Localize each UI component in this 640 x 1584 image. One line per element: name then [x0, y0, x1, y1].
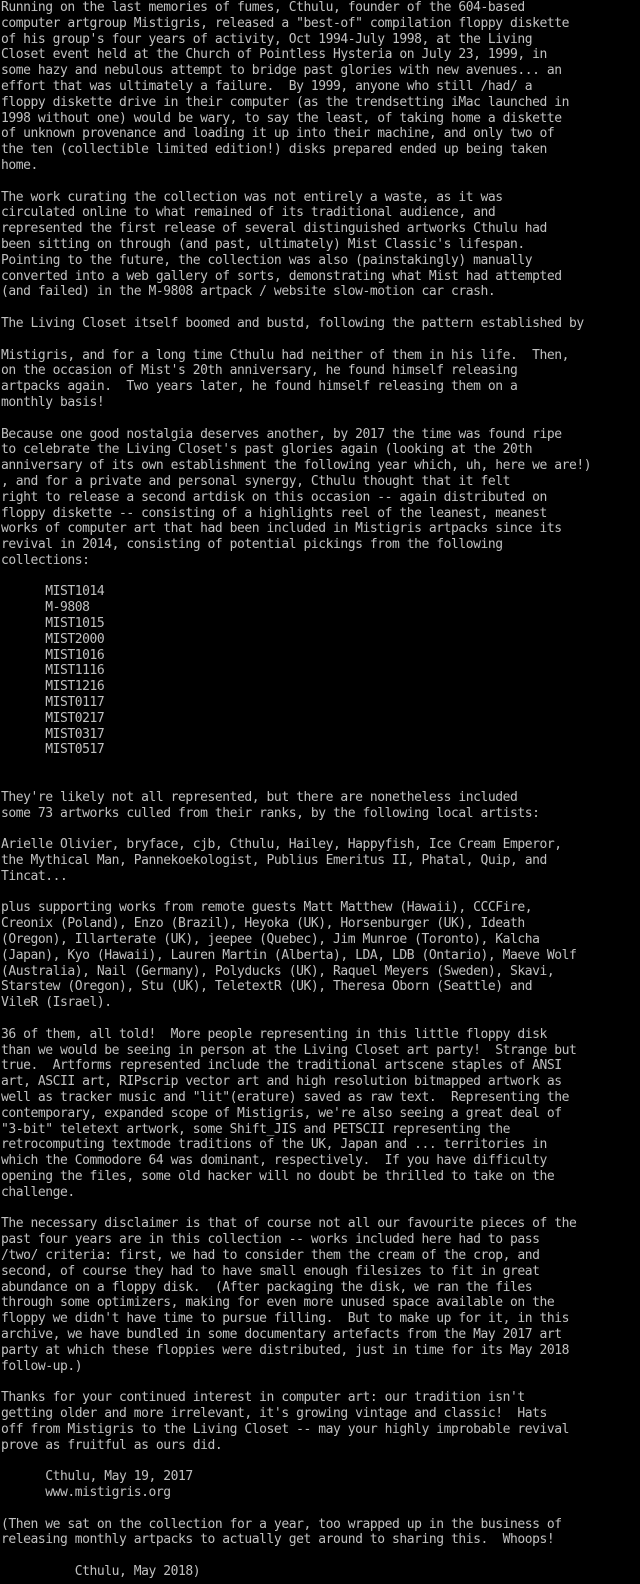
text-line: on the occasion of Mist's 20th anniversary, he found himself releasing — [1, 363, 518, 379]
text-line: MIST1015 — [1, 616, 105, 632]
text-line: through some optimizers, making for even more unused space available on the — [1, 1295, 555, 1311]
text-line: represented the first release of several distinguished artworks Cthulu had — [1, 221, 547, 237]
text-line: some 73 artworks culled from their ranks, by the following local artists: — [1, 805, 540, 821]
text-line: M-9808 — [1, 600, 90, 616]
text-line: (Then we sat on the collection for a year, too wrapped up in the business of — [1, 1516, 562, 1532]
text-line: opening the files, some old hacker will no doubt be thrilled to take on the — [1, 1168, 555, 1184]
text-line: MIST1216 — [1, 679, 105, 695]
blank-line — [1, 1548, 639, 1564]
text-line: than we would be seeing in person at the Living Closet art party! Strange but — [1, 1042, 577, 1058]
text-line: floppy diskette drive in their computer (as the trendsetting iMac launched in — [1, 94, 570, 110]
text-line: Running on the last memories of fumes, Cthulu, founder of the 604-based — [1, 0, 525, 15]
text-line: MIST2000 — [1, 631, 105, 647]
text-line: MIST1014 — [1, 584, 105, 600]
text-line: The Living Closet itself boomed and bustd, following the pattern established by — [1, 315, 584, 331]
text-line: party at which these floppies were distributed, just in time for its May 2018 — [1, 1342, 570, 1358]
text-line: (and failed) in the M-9808 artpack / website slow-motion car crash. — [1, 284, 496, 300]
text-line: abundance on a floppy disk. (After packaging the disk, we ran the files — [1, 1279, 533, 1295]
text-line: Mistigris, and for a long time Cthulu had neither of them in his life. Then, — [1, 347, 570, 363]
text-line: , and for a private and personal synergy, Cthulu thought that it felt — [1, 473, 510, 489]
text-line: home. — [1, 157, 38, 173]
text-line: MIST0117 — [1, 695, 105, 711]
text-line: computer artgroup Mistigris, released a "best-of" compilation floppy diskette — [1, 15, 570, 31]
text-line: art, ASCII art, RIPscrip vector art and high resolution bitmapped artwork as — [1, 1074, 562, 1090]
blank-line — [1, 332, 639, 348]
text-line: archive, we have bundled in some documentary artefacts from the May 2017 art — [1, 1326, 562, 1342]
text-line: of his group's four years of activity, Oct 1994-July 1998, at the Living — [1, 31, 533, 47]
text-line: collections: — [1, 552, 90, 568]
text-line: circulated online to what remained of its traditional audience, and — [1, 205, 496, 221]
text-line: the Mythical Man, Pannekoekologist, Publius Emeritus II, Phatal, Quip, and — [1, 853, 547, 869]
text-line: (Australia), Nail (Germany), Polyducks (UK), Raquel Meyers (Sweden), Skavi, — [1, 963, 555, 979]
text-line: Arielle Olivier, bryface, cjb, Cthulu, Hailey, Happyfish, Ice Cream Emperor, — [1, 837, 562, 853]
text-line: MIST1016 — [1, 647, 105, 663]
text-line: of unknown provenance and loading it up into their machine, and only two of — [1, 126, 555, 142]
text-line: follow-up.) — [1, 1358, 83, 1374]
text-line: 1998 without one) would be wary, to say the least, of taking home a diskette — [1, 110, 562, 126]
blank-line — [1, 774, 639, 790]
text-line: floppy we didn't have time to pursue filling. But to make up for it, in this — [1, 1311, 570, 1327]
text-line: monthly basis! — [1, 394, 105, 410]
blank-line — [1, 1201, 639, 1217]
text-line: second, of course they had to have small enough filesizes to fit in great — [1, 1263, 540, 1279]
text-line: right to release a second artdisk on this occasion -- again distributed on — [1, 489, 547, 505]
blank-line — [1, 758, 639, 774]
text-line: works of computer art that had been included in Mistigris artpacks since its — [1, 521, 562, 537]
text-line: Cthulu, May 2018) — [1, 1563, 201, 1579]
text-line: MIST0317 — [1, 726, 105, 742]
text-line: true. Artforms represented include the traditional artscene staples of ANSI — [1, 1058, 562, 1074]
blank-line — [1, 1453, 639, 1469]
text-line: which the Commodore 64 was dominant, respectively. If you have difficulty — [1, 1153, 547, 1169]
text-line: releasing monthly artpacks to actually get around to sharing this. Whoops! — [1, 1532, 555, 1548]
text-line: (Oregon), Illarterate (UK), jeepee (Quebec), Jim Munroe (Toronto), Kalcha — [1, 932, 540, 948]
text-line: some hazy and nebulous attempt to bridge past glories with new avenues... an — [1, 63, 562, 79]
text-line: Because one good nostalgia deserves another, by 2017 the time was found ripe — [1, 426, 562, 442]
text-line: anniversary of its own establishment the following year which, uh, here we are!) — [1, 458, 592, 474]
text-line: contemporary, expanded scope of Mistigris, we're also seeing a great deal of — [1, 1105, 562, 1121]
text-line: Closet event held at the Church of Pointless Hysteria on July 23, 1999, in — [1, 47, 547, 63]
text-line: been sitting on through (and past, ultimately) Mist Classic's lifespan. — [1, 236, 525, 252]
text-line: floppy diskette -- consisting of a highlights reel of the leanest, meanest — [1, 505, 547, 521]
text-line: MIST0217 — [1, 710, 105, 726]
blank-line — [1, 174, 639, 190]
text-line: 36 of them, all told! More people representing in this little floppy disk — [1, 1026, 547, 1042]
blank-line — [1, 885, 639, 901]
blank-line — [1, 821, 639, 837]
text-line: They're likely not all represented, but there are nonetheless included — [1, 789, 518, 805]
text-line: plus supporting works from remote guests Matt Matthew (Hawaii), CCCFire, — [1, 900, 533, 916]
text-line: off from Mistigris to the Living Closet -- may your highly improbable revival — [1, 1421, 570, 1437]
text-line: MIST1116 — [1, 663, 105, 679]
text-line: well as tracker music and "lit"(erature) saved as raw text. Representing the — [1, 1089, 570, 1105]
text-line: Pointing to the future, the collection was also (painstakingly) manually — [1, 252, 533, 268]
text-line: retrocomputing textmode traditions of the UK, Japan and ... territories in — [1, 1137, 547, 1153]
text-line: www.mistigris.org — [1, 1484, 171, 1500]
text-line: (Japan), Kyo (Hawaii), Lauren Martin (Alberta), LDA, LDB (Ontario), Maeve Wolf — [1, 947, 577, 963]
text-line: effort that was ultimately a failure. By 1999, anyone who still /had/ a — [1, 78, 533, 94]
text-line: prove as fruitful as ours did. — [1, 1437, 223, 1453]
text-line: The necessary disclaimer is that of course not all our favourite pieces of the — [1, 1216, 577, 1232]
text-line: Thanks for your continued interest in computer art: our tradition isn't — [1, 1390, 525, 1406]
text-line: revival in 2014, consisting of potential pickings from the following — [1, 537, 503, 553]
text-line: the ten (collectible limited edition!) disks prepared ended up being taken — [1, 142, 547, 158]
text-line: challenge. — [1, 1184, 75, 1200]
text-line: "3-bit" teletext artwork, some Shift_JIS and PETSCII representing the — [1, 1121, 510, 1137]
text-line: converted into a web gallery of sorts, demonstrating what Mist had attempted — [1, 268, 562, 284]
text-line: VileR (Israel). — [1, 995, 112, 1011]
text-line: Tincat... — [1, 868, 68, 884]
text-line: Starstew (Oregon), Stu (UK), TeletextR (UK), Theresa Oborn (Seattle) and — [1, 979, 533, 995]
blank-line — [1, 1011, 639, 1027]
blank-line — [1, 1501, 639, 1517]
text-line: past four years are in this collection -- works included here had to pass — [1, 1232, 540, 1248]
text-line: Cthulu, May 19, 2017 — [1, 1469, 193, 1485]
text-line: /two/ criteria: first, we had to consider them the cream of the crop, and — [1, 1247, 540, 1263]
blank-line — [1, 300, 639, 316]
blank-line — [1, 569, 639, 585]
text-line: Creonix (Poland), Enzo (Brazil), Heyoka (UK), Horsenburger (UK), Ideath — [1, 916, 525, 932]
text-line: artpacks again. Two years later, he found himself releasing them on a — [1, 379, 518, 395]
text-line: The work curating the collection was not entirely a waste, as it was — [1, 189, 503, 205]
text-line: to celebrate the Living Closet's past glories again (looking at the 20th — [1, 442, 533, 458]
text-line: MIST0517 — [1, 742, 105, 758]
blank-line — [1, 1374, 639, 1390]
blank-line — [1, 411, 639, 427]
text-line: getting older and more irrelevant, it's growing vintage and classic! Hats — [1, 1405, 547, 1421]
